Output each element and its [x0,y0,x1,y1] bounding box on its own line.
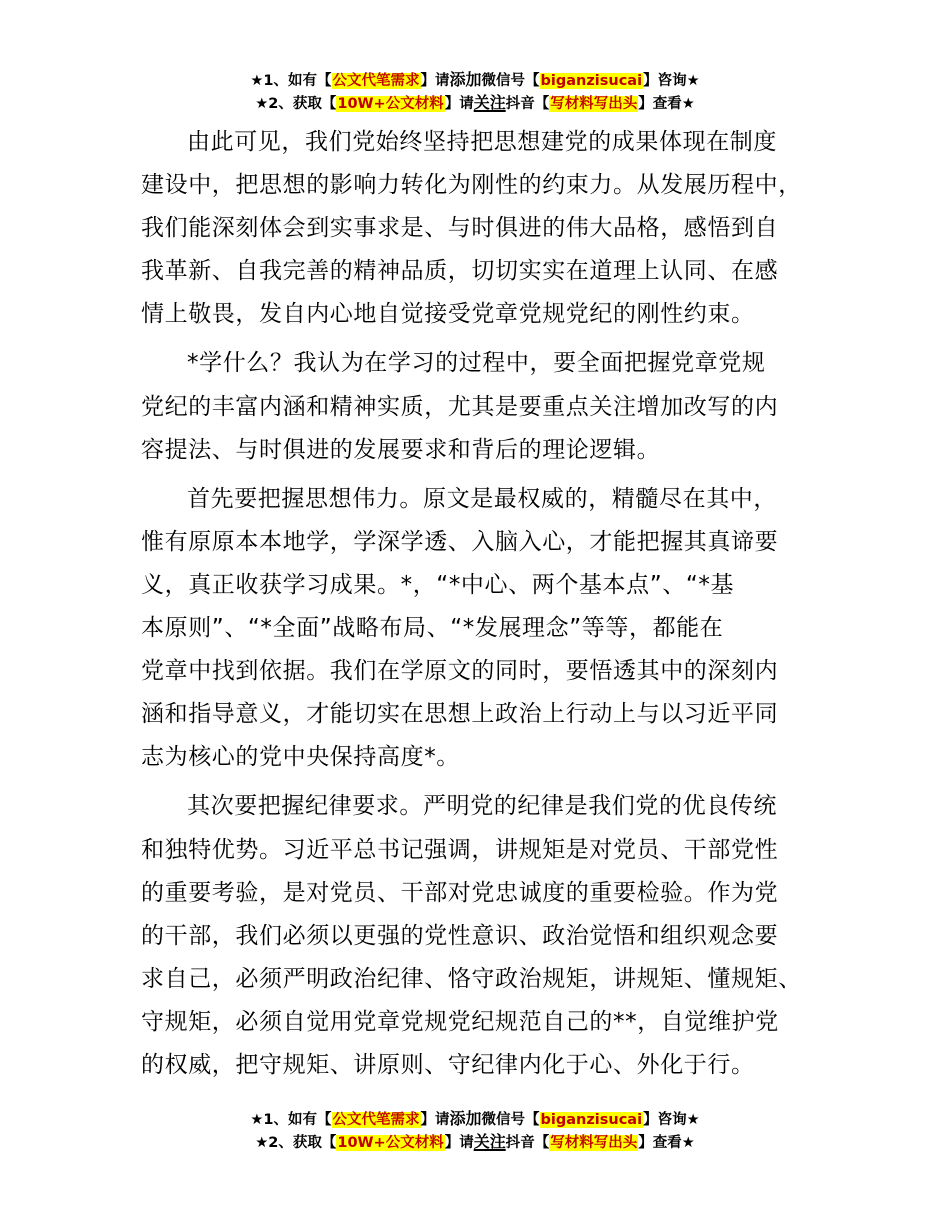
banner-text: 微信号【 [481,1112,540,1128]
banner-highlight-douyin-id: 写材料写出头 [550,96,638,112]
banner-text: 】查看★ [638,96,695,112]
footer-banner [0,1108,950,1154]
header-banner-line-2 [0,92,950,115]
paragraph-4: 其次要把握纪律要求。严明党的纪律是我们党的优良传统 和独特优势。习近平总书记强调，讲规矩是对党员、干部党性 的重要考验，是对党员、干部对党忠诚度的重要检验。作为党 的干部，我们必须以更强的党性意识、政治觉悟和组织观念要 求自己，必须严明政治纪律、恪守政治规矩，讲规矩、懂规矩、 守规矩，必须自觉用党章党规党纪规范自己的**，自觉维护党 的权威，把守规矩、讲原则、守纪律内化于心、外化于行。 [141,793,802,1078]
banner-text: 】请 [444,1135,474,1151]
banner-text: 】查看★ [638,1135,695,1151]
banner-text: 】请 [420,1112,450,1128]
banner-text: ★1、如有【 [250,73,332,89]
paragraph-1: 由此可见，我们党始终坚持把思想建党的成果体现在制度 建设中，把思想的影响力转化为刚性的约束力。从发展历程中， 我们能深刻体会到实事求是、与时俱进的伟大品格，感悟到自 我革新、自我完善的精神品质，切切实实在道理上认同、在感 情上敬畏，发自内心地自觉接受党章党规党纪的刚性约束。 [141,129,802,328]
banner-text: ★1、如有【 [250,1112,332,1128]
banner-text: 抖音【 [505,96,550,112]
footer-banner-line-1 [0,1108,950,1131]
banner-highlight-douyin-id: 写材料写出头 [550,1135,638,1151]
header-banner [0,69,950,115]
banner-emphasis: 关注 [473,93,506,112]
banner-text: 抖音【 [505,1135,550,1151]
banner-text: 】请 [420,73,450,89]
banner-text: 微信号【 [481,73,540,89]
banner-emphasis: 添加 [449,1109,482,1128]
banner-text: 】咨询★ [643,73,700,89]
footer-banner-line-2 [0,1131,950,1154]
banner-highlight: 10W+公文材料 [337,96,444,112]
document-body [141,121,813,1093]
banner-text: ★2、获取【 [255,96,337,112]
banner-text: ★2、获取【 [255,1135,337,1151]
banner-highlight-wechat-id: biganzisucai [540,1112,643,1128]
banner-text: 】咨询★ [643,1112,700,1128]
banner-highlight-wechat-id: biganzisucai [540,73,643,89]
banner-highlight: 10W+公文材料 [337,1135,444,1151]
banner-highlight: 公文代笔需求 [332,1112,420,1128]
paragraph-3: 首先要把握思想伟力。原文是最权威的，精髓尽在其中， 惟有原原本本地学，学深学透、入脑入心，才能把握其真谛要 义，真正收获学习成果。*，“*中心、两个基本点”、“*基 本原则”、“*全面”战略布局、“*发展理念”等等，都能在 党章中找到依据。我们在学原文的同时，要悟透其中的深刻内 涵和指导意义，才能切实在思想上政治上行动上与以习近平同 志为核心的党中央保持高度*。 [141,485,779,771]
paragraph-2: *学什么？我认为在学习的过程中，要全面把握党章党规 党纪的丰富内涵和精神实质，尤其是要重点关注增加改写的内 容提法、与时俱进的发展要求和背后的理论逻辑。 [141,350,779,463]
banner-text: 】请 [444,96,474,112]
header-banner-line-1 [0,69,950,92]
banner-emphasis: 添加 [449,70,482,89]
banner-highlight: 公文代笔需求 [332,73,420,89]
banner-emphasis: 关注 [473,1132,506,1151]
